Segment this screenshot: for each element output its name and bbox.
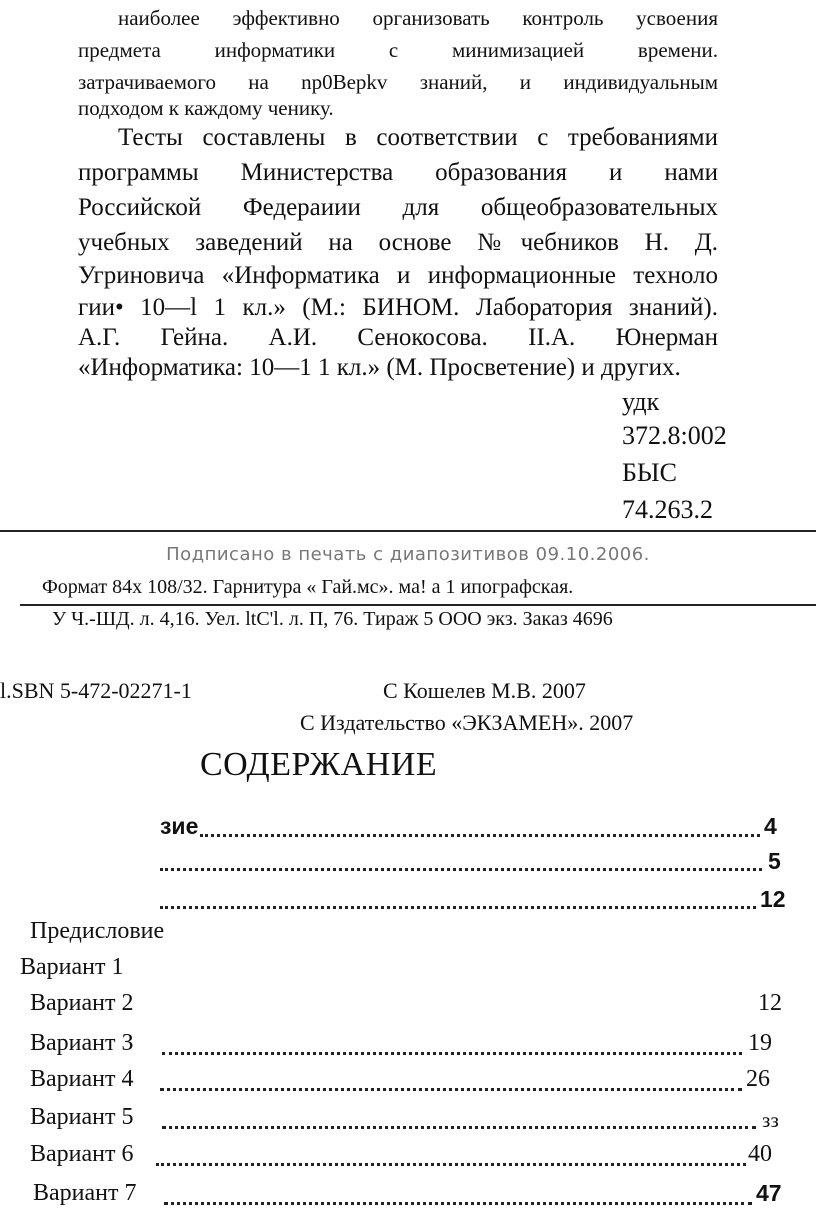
text-line: Российской Федераиии для общеобразовательных <box>78 194 718 221</box>
bbk-label: БЫС <box>622 458 677 487</box>
dot-leader <box>164 1202 752 1205</box>
divider-line <box>0 530 816 532</box>
dot-leader <box>160 906 756 909</box>
toc-page: 26 <box>746 1066 770 1092</box>
toc-label: зие <box>160 813 199 839</box>
dot-leader <box>200 834 760 837</box>
text-line: гии• 10—l 1 кл.» (М.: БИНОМ. Лаборатория знаний). <box>78 294 718 321</box>
toc-page: 47 <box>756 1180 782 1206</box>
dot-leader <box>162 1126 756 1129</box>
bbk-code: 74.263.2 <box>622 495 713 524</box>
text-line: затрачиваемого на np0Bepkv знаний, и индивидуальным <box>78 70 718 94</box>
print-run-line: У Ч.-ШД. л. 4,16. Уел. ltC'l. л. П, 76. Тираж 5 ООО экз. Заказ 4696 <box>52 608 613 630</box>
dot-leader <box>162 1052 742 1055</box>
text-line: Угриновича «Информатика и информационные техноло <box>78 262 718 289</box>
toc-item-variant-3: Вариант З <box>30 1030 134 1056</box>
dot-leader <box>160 868 762 871</box>
copyright-publisher: С Издательство «ЭКЗАМЕН». 2007 <box>300 710 634 735</box>
toc-item-variant-4: Вариант 4 <box>30 1066 134 1092</box>
text-line: наиболее эффективно организовать контроль усвоения <box>118 6 718 30</box>
toc-page: 5 <box>768 848 781 874</box>
text-line: программы Министерства образования и нами <box>78 159 718 186</box>
toc-page: 40 <box>748 1141 772 1167</box>
toc-page: 12 <box>758 990 782 1016</box>
dot-leader <box>160 1088 742 1091</box>
toc-page: 4 <box>764 813 777 839</box>
toc-item-variant-7: Вариант 7 <box>33 1180 137 1206</box>
udc-label: удк <box>622 387 660 416</box>
signed-for-print: Подписано в печать с диапозитивов 09.10.2006. <box>166 544 650 565</box>
toc-item-variant-6: Вариант 6 <box>30 1141 134 1167</box>
udc-code: 372.8:002 <box>622 421 727 450</box>
text-line: подходом к каждому ченику. <box>78 96 334 120</box>
isbn: l.SBN 5-472-02271-1 <box>0 678 192 703</box>
format-line: Формат 84x 108/32. Гарнитура « Гай.мс». ма! а 1 ипографская. <box>42 576 574 598</box>
text-line: «Информатика: 10—1 1 кл.» (М. Просветение) и других. <box>78 354 681 381</box>
toc-item-preface: Предисловие <box>30 918 165 944</box>
toc-item-variant-1: Вариант 1 <box>20 954 124 980</box>
contents-title: СОДЕРЖАНИЕ <box>200 746 438 783</box>
text-line: Тесты составлены в соответствии с требованиями <box>118 124 718 151</box>
toc-page: 12 <box>760 886 786 912</box>
toc-page: зз <box>762 1108 779 1132</box>
toc-item-variant-5: Вариант 5 <box>30 1104 134 1130</box>
divider-line <box>20 604 816 606</box>
text-line: учебных заведений на основе №чебников Н. Д. <box>78 229 718 256</box>
text-line: А.Г. Гейна. А.И. Сенокосова. II.А. Юнерман <box>78 324 718 351</box>
copyright-author: С Кошелев М.В. 2007 <box>383 678 586 703</box>
toc-page: 19 <box>748 1030 772 1056</box>
dot-leader <box>156 1163 746 1166</box>
text-line: предмета информатики с минимизацией времени. <box>78 38 718 62</box>
toc-item-variant-2: Вариант 2 <box>30 990 134 1016</box>
